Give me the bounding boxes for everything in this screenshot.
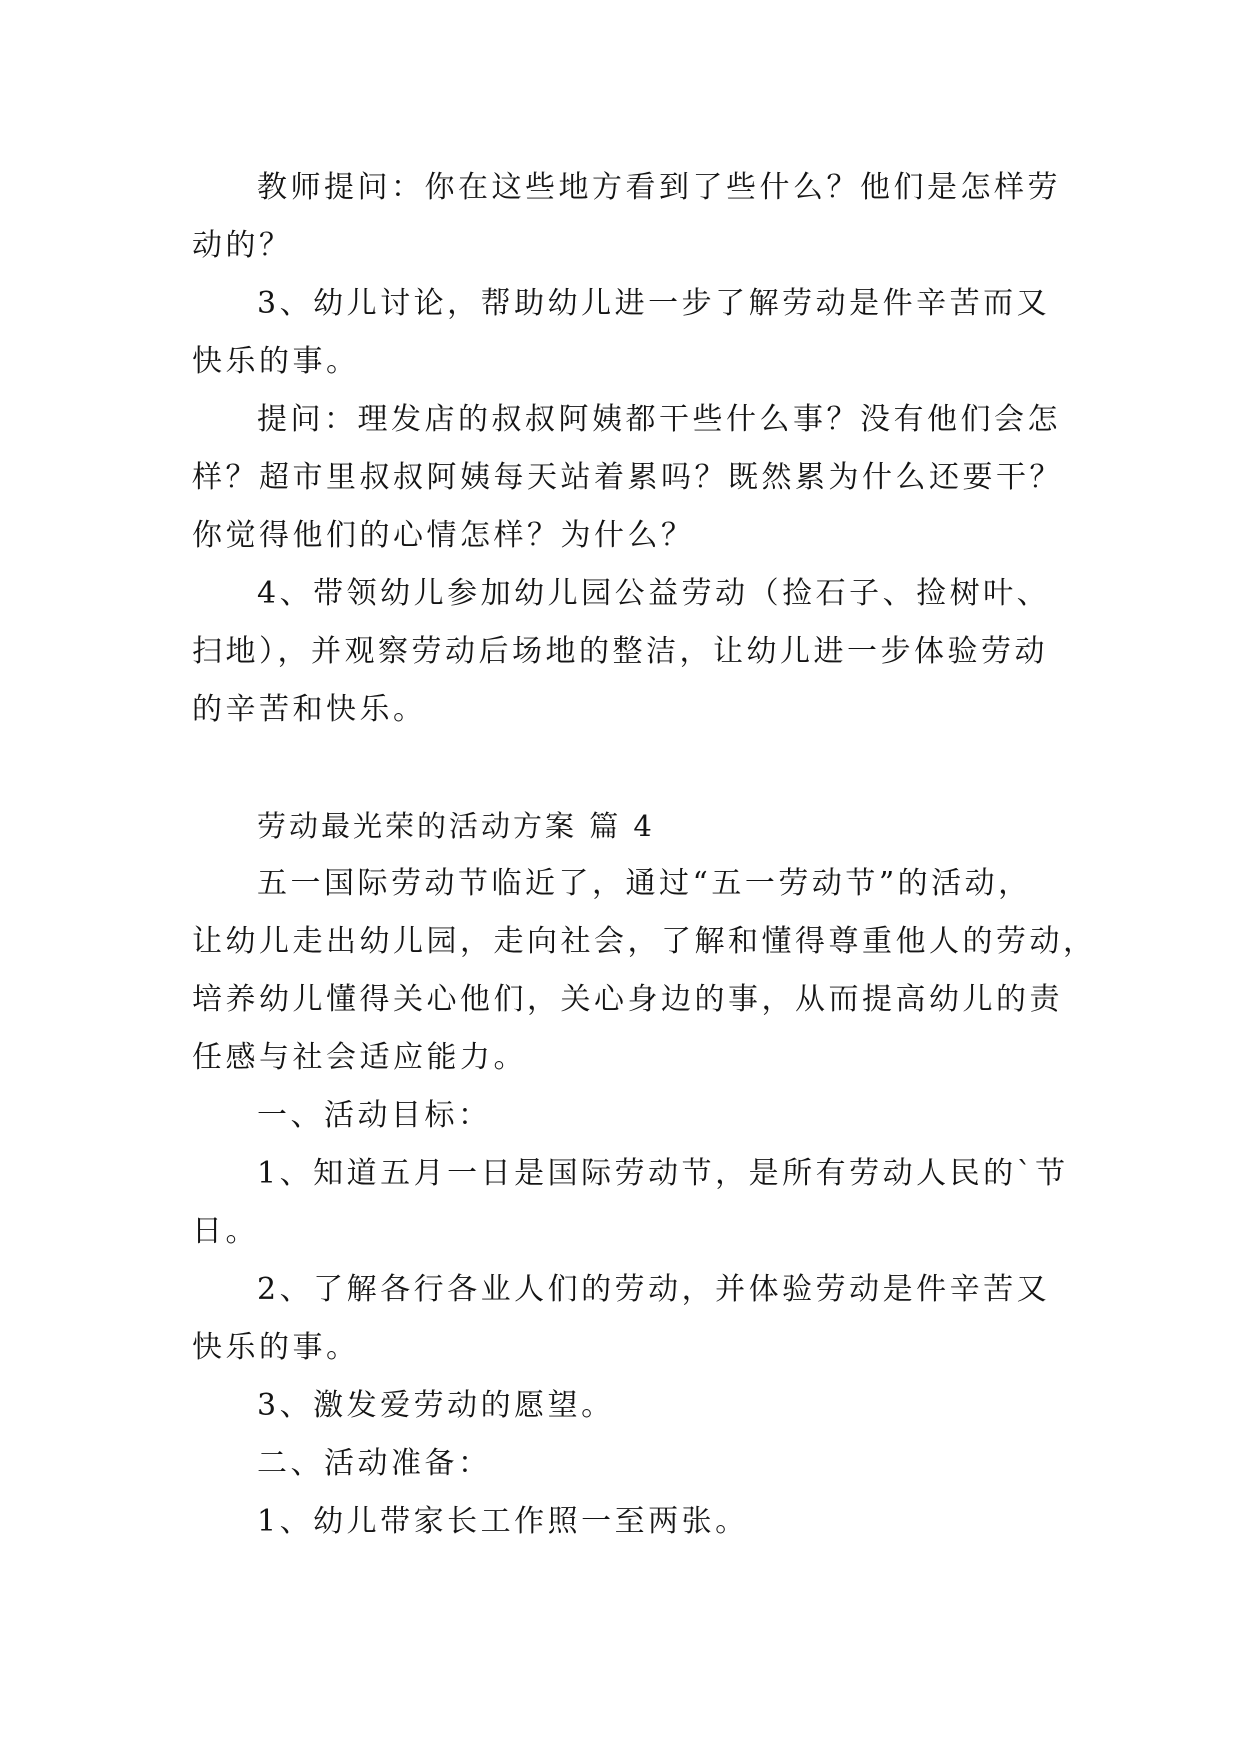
- list-item-line: 快乐的事。: [192, 1330, 360, 1365]
- list-item-line: 1、幼儿带家长工作照一至两张。: [257, 1504, 749, 1539]
- paragraph: [192, 1377, 1092, 1435]
- paragraph: [192, 1435, 1092, 1493]
- paragraph-line: 3、幼儿讨论，帮助幼儿进一步了解劳动是件辛苦而又: [257, 286, 1051, 321]
- list-item-line: 1、知道五月一日是国际劳动节，是所有劳动人民的`节: [257, 1156, 1069, 1191]
- paragraph: [192, 275, 1092, 391]
- paragraph-line: 教师提问：你在这些地方看到了些什么？他们是怎样劳: [257, 170, 1061, 205]
- paragraph-line: 让幼儿走出幼儿园，走向社会，了解和懂得尊重他人的劳动，: [192, 924, 1097, 959]
- paragraph-line: 扫地），并观察劳动后场地的整洁，让幼儿进一步体验劳动: [192, 634, 1048, 669]
- paragraph-line: 动的？: [192, 228, 293, 263]
- paragraph-line: 五一国际劳动节临近了，通过“五一劳动节”的活动，: [257, 866, 1032, 901]
- paragraph-line: 提问：理发店的叔叔阿姨都干些什么事？没有他们会怎: [257, 402, 1061, 437]
- list-item-line: 日。: [192, 1214, 259, 1249]
- document-body: [192, 159, 1097, 1551]
- section-heading: 劳动最光荣的活动方案 篇 4: [257, 809, 655, 843]
- blank-line: [192, 739, 1092, 797]
- paragraph: [192, 1261, 1092, 1377]
- paragraph-line: 的辛苦和快乐。: [192, 692, 427, 727]
- paragraph-line: 4、带领幼儿参加幼儿园公益劳动（捡石子、捡树叶、: [257, 576, 1051, 611]
- paragraph: [192, 1493, 1092, 1551]
- paragraph: [192, 1145, 1092, 1261]
- paragraph-line: 样？超市里叔叔阿姨每天站着累吗？既然累为什么还要干？: [192, 460, 1063, 495]
- paragraph-line: 你觉得他们的心情怎样？为什么？: [192, 518, 695, 553]
- paragraph-line: 任感与社会适应能力。: [192, 1040, 527, 1075]
- paragraph: [192, 159, 1092, 275]
- paragraph: [192, 565, 1092, 739]
- paragraph: [192, 855, 1097, 1087]
- list-item-line: 3、激发爱劳动的愿望。: [257, 1388, 615, 1423]
- subheading-line: 一、活动目标：: [257, 1098, 492, 1133]
- paragraph: [192, 391, 1092, 565]
- paragraph: [192, 1087, 1092, 1145]
- paragraph-line: 快乐的事。: [192, 344, 360, 379]
- list-item-line: 2、了解各行各业人们的劳动，并体验劳动是件辛苦又: [257, 1272, 1051, 1307]
- paragraph-line: 培养幼儿懂得关心他们，关心身边的事，从而提高幼儿的责: [192, 982, 1063, 1017]
- subheading-line: 二、活动准备：: [257, 1446, 492, 1481]
